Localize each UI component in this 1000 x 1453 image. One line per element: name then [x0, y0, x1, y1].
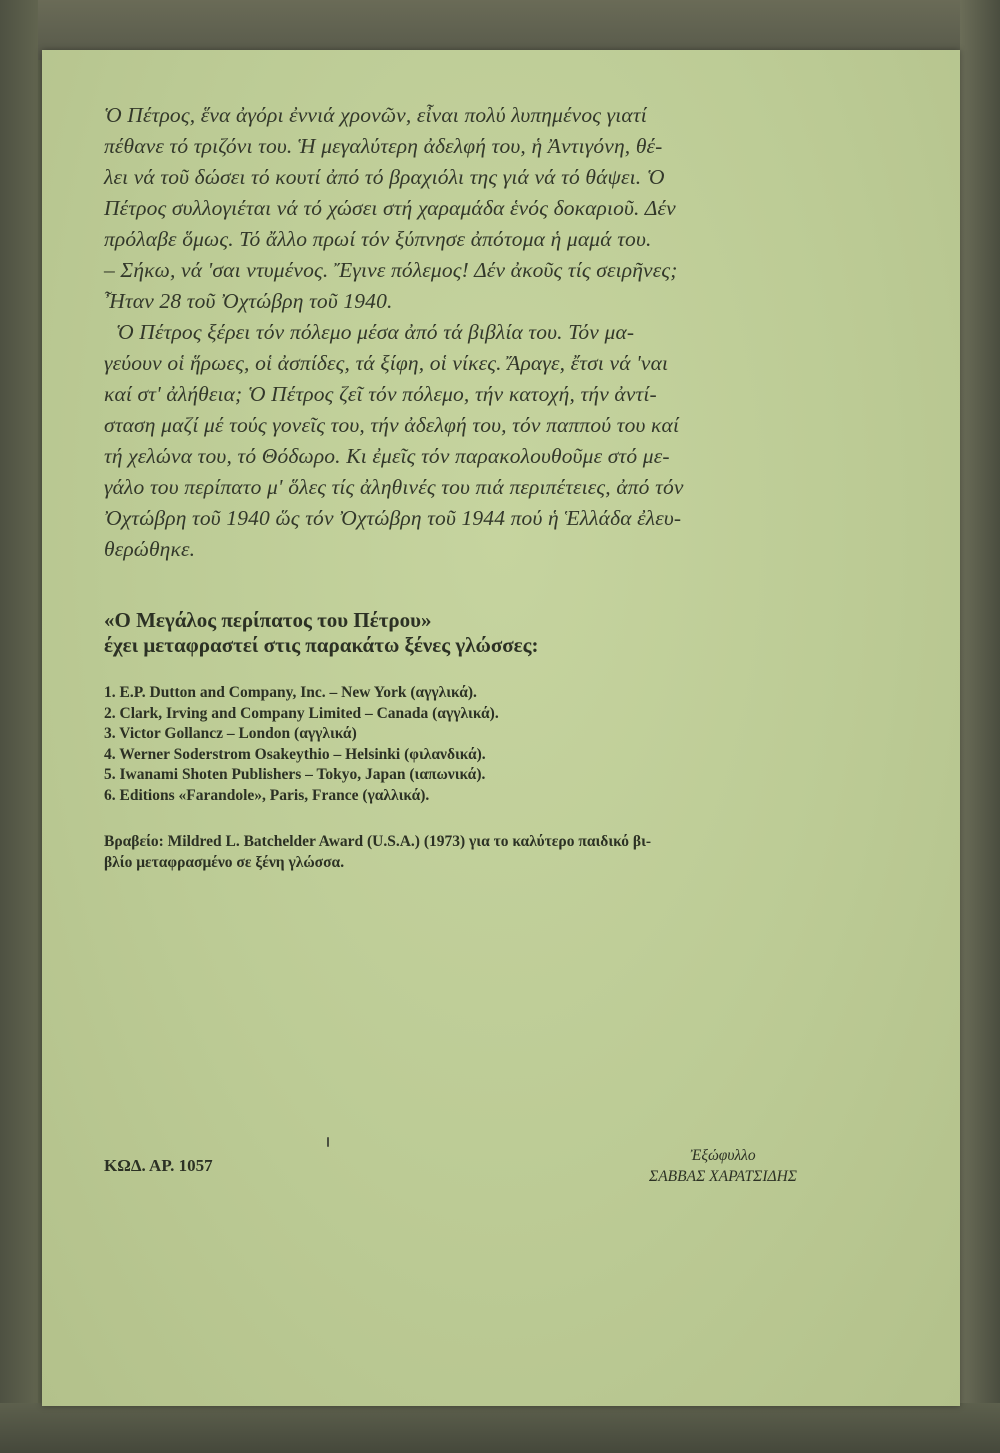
synopsis-line: πρόλαβε ὅμως. Τό ἄλλο πρωί τόν ξύπνησε ἀπότομα ἡ μαμά του. — [104, 227, 652, 251]
translations-heading-subtitle: έχει μεταφραστεί στις παρακάτω ξένες γλώσσες: — [104, 633, 539, 657]
synopsis-line: – Σήκω, νά 'σαι ντυμένος. Ἔγινε πόλεμος! Δέν ἀκοῦς τίς σειρῆνες; — [104, 258, 678, 282]
award-line: βλίο μεταφρασμένο σε ξένη γλώσσα. — [104, 854, 345, 871]
synopsis-line: Ὁ Πέτρος ξέρει τόν πόλεμο μέσα ἀπό τά βιβλία του. Τόν μα- — [116, 320, 635, 344]
synopsis-line: πέθανε τό τριζόνι του. Ἡ μεγαλύτερη ἀδελφή του, ἡ Ἀντιγόνη, θέ- — [104, 134, 663, 158]
list-item: 3. Victor Gollancz – London (αγγλικά) — [104, 725, 357, 742]
award-line: Βραβείο: Mildred L. Batchelder Award (U.S.A.) (1973) για το καλύτερο παιδικό βι- — [104, 833, 652, 850]
list-item: 1. E.P. Dutton and Company, Inc. – New York (αγγλικά). — [104, 684, 477, 701]
cover-credit — [593, 1145, 853, 1187]
translations-heading-title: «Ο Μεγάλος περίπατος του Πέτρου» — [104, 608, 432, 632]
print-speck — [327, 1137, 329, 1147]
list-item: 4. Werner Soderstrom Osakeythio – Helsinki (φιλανδικά). — [104, 745, 486, 763]
synopsis-line: γάλο του περίπατο μ' ὅλες τίς ἀληθινές του πιά περιπέτειες, ἀπό τόν — [104, 475, 684, 499]
award-note — [104, 831, 824, 873]
synopsis-paragraph-1 — [104, 100, 809, 317]
synopsis-line: θερώθηκε. — [104, 537, 196, 561]
synopsis-text — [104, 100, 809, 565]
list-item: 5. Iwanami Shoten Publishers – Tokyo, Japan (ιαπωνικά). — [104, 766, 486, 783]
synopsis-line: καί στ' ἀλήθεια; Ὁ Πέτρος ζεῖ τόν πόλεμο, τήν κατοχή, τήν ἀντί- — [104, 382, 657, 406]
synopsis-line: Ὀχτώβρη τοῦ 1940 ὥς τόν Ὀχτώβρη τοῦ 1944 πού ἡ Ἑλλάδα ἐλευ- — [104, 506, 682, 530]
synopsis-line: γεύουν οἱ ἥρωες, οἱ ἀσπίδες, τά ξίφη, οἱ νίκες. Ἄραγε, ἔτσι νά 'ναι — [104, 351, 669, 375]
list-item: 6. Editions «Farandole», Paris, France (γαλλικά). — [104, 786, 430, 804]
synopsis-line: σταση μαζί μέ τούς γονεῖς του, τήν ἀδελφή του, τόν παππού του καί — [104, 413, 680, 437]
table-surface-right — [960, 0, 1000, 1453]
catalog-code: ΚΩΔ. ΑΡ. 1057 — [104, 1156, 213, 1175]
list-item: 2. Clark, Irving and Company Limited – Canada (αγγλικά). — [104, 704, 499, 722]
cover-credit-label: Ἐξώφυλλο — [690, 1147, 756, 1164]
translations-heading — [104, 608, 809, 658]
synopsis-line: Ὁ Πέτρος, ἕνα ἀγόρι ἐννιά χρονῶν, εἶναι πολύ λυπημένος γιατί — [104, 103, 647, 127]
synopsis-line: Πέτρος συλλογιέται νά τό χώσει στή χαραμάδα ἑνός δοκαριοῦ. Δέν — [104, 196, 676, 220]
cover-credit-name: ΣΑΒΒΑΣ ΧΑΡΑΤΣΙΔΗΣ — [649, 1168, 797, 1185]
synopsis-line: τή χελώνα του, τό Θόδωρο. Κι ἐμεῖς τόν παρακολουθοῦμε στό με- — [104, 444, 670, 468]
synopsis-line: Ἦταν 28 τοῦ Ὀχτώβρη τοῦ 1940. — [104, 289, 393, 313]
table-surface-left — [0, 0, 38, 1453]
synopsis-paragraph-2 — [104, 317, 809, 565]
synopsis-line: λει νά τοῦ δώσει τό κουτί ἀπό τό βραχιόλι της γιά νά τό θάψει. Ὁ — [104, 165, 665, 189]
table-surface-bottom — [0, 1403, 1000, 1453]
translations-list — [104, 683, 809, 806]
